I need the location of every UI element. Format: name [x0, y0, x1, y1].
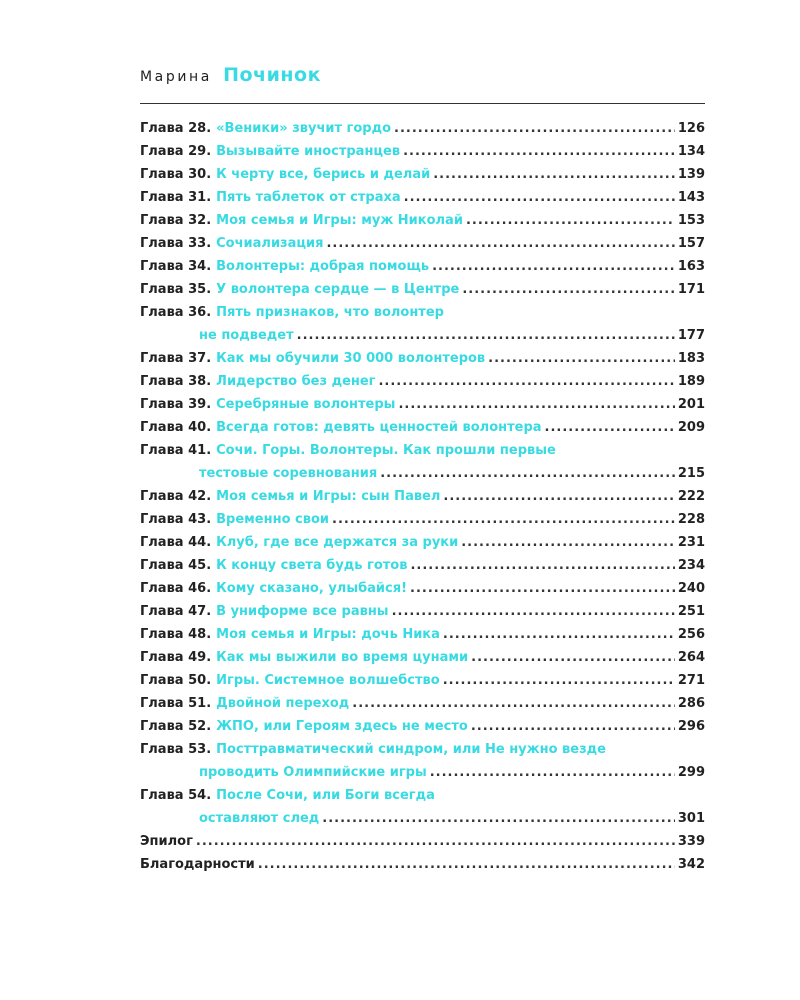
- page-number: 201: [677, 397, 705, 412]
- chapter-label: Глава 48.: [140, 627, 212, 642]
- toc-entry: [140, 439, 705, 485]
- dot-leader: [322, 807, 675, 830]
- chapter-label: Глава 35.: [140, 282, 212, 297]
- chapter-title: Кому сказано, улыбайся!: [216, 581, 408, 596]
- chapter-label: Глава 39.: [140, 397, 212, 412]
- chapter-title: К концу света будь готов: [216, 558, 408, 573]
- toc-entry: [140, 370, 705, 393]
- chapter-title: К черту все, берись и делай: [216, 167, 431, 182]
- page-number: 163: [677, 259, 705, 274]
- page-number: 171: [677, 282, 705, 297]
- header-divider: [140, 103, 705, 104]
- toc-entry: [140, 117, 705, 140]
- chapter-title: Посттравматический синдром, или Не нужно везде: [216, 742, 606, 757]
- dot-leader: [461, 531, 675, 554]
- page-number: 134: [677, 144, 705, 159]
- chapter-label: Глава 43.: [140, 512, 212, 527]
- page-number: 231: [677, 535, 705, 550]
- chapter-label: Глава 29.: [140, 144, 212, 159]
- dot-leader: [297, 324, 675, 347]
- page-number: 177: [677, 328, 705, 343]
- toc-entry: [140, 853, 705, 876]
- chapter-title: оставляют след: [199, 811, 320, 826]
- chapter-label: Глава 49.: [140, 650, 212, 665]
- toc-row: [140, 163, 705, 186]
- dot-leader: [258, 853, 675, 876]
- chapter-label: Глава 40.: [140, 420, 212, 435]
- dot-leader: [466, 209, 675, 232]
- toc-row: [140, 347, 705, 370]
- page-number: 209: [677, 420, 705, 435]
- chapter-title: Временно свои: [216, 512, 330, 527]
- toc-entry: [140, 278, 705, 301]
- chapter-title: Сочи. Горы. Волонтеры. Как прошли первые: [216, 443, 556, 458]
- toc-entry: [140, 209, 705, 232]
- chapter-label: Глава 42.: [140, 489, 212, 504]
- page-number: 296: [677, 719, 705, 734]
- page-number: 299: [677, 765, 705, 780]
- chapter-title: Лидерство без денег: [216, 374, 376, 389]
- dot-leader: [410, 577, 675, 600]
- entry-label: Эпилог: [140, 834, 193, 849]
- toc-row: [140, 278, 705, 301]
- toc-row: [140, 807, 705, 830]
- author-first-name: Марина: [140, 69, 212, 85]
- page-number: 234: [677, 558, 705, 573]
- toc-row: [140, 485, 705, 508]
- chapter-label: Глава 46.: [140, 581, 212, 596]
- page-number: 222: [677, 489, 705, 504]
- toc-row: [140, 577, 705, 600]
- page-number: 157: [677, 236, 705, 251]
- dot-leader: [433, 163, 675, 186]
- dot-leader: [398, 393, 674, 416]
- dot-leader: [332, 508, 675, 531]
- dot-leader: [392, 600, 675, 623]
- toc-entry: [140, 186, 705, 209]
- dot-leader: [471, 646, 675, 669]
- chapter-title: Клуб, где все держатся за руки: [216, 535, 459, 550]
- dot-leader: [326, 232, 674, 255]
- toc-row: [140, 531, 705, 554]
- table-of-contents: [140, 117, 705, 876]
- page-number: 215: [677, 466, 705, 481]
- dot-leader: [380, 462, 675, 485]
- toc-row: [140, 830, 705, 853]
- chapter-title: Игры. Системное волшебство: [216, 673, 440, 688]
- chapter-title: Всегда готов: девять ценностей волонтера: [216, 420, 542, 435]
- chapter-title: не подведет: [199, 328, 294, 343]
- dot-leader: [352, 692, 675, 715]
- page-number: 339: [677, 834, 705, 849]
- chapter-label: Глава 44.: [140, 535, 212, 550]
- toc-entry: [140, 301, 705, 347]
- entry-label: Благодарности: [140, 857, 255, 872]
- toc-entry: [140, 600, 705, 623]
- chapter-title: Волонтеры: добрая помощь: [216, 259, 430, 274]
- toc-row: [140, 508, 705, 531]
- chapter-title: Серебряные волонтеры: [216, 397, 396, 412]
- toc-row: [140, 209, 705, 232]
- chapter-label: Глава 32.: [140, 213, 212, 228]
- page-number: 342: [677, 857, 705, 872]
- dot-leader: [443, 669, 675, 692]
- dot-leader: [462, 278, 675, 301]
- toc-entry: [140, 508, 705, 531]
- chapter-label: Глава 47.: [140, 604, 212, 619]
- chapter-title: тестовые соревнования: [199, 466, 378, 481]
- toc-entry: [140, 255, 705, 278]
- toc-row: [140, 232, 705, 255]
- toc-row: [140, 784, 705, 807]
- toc-entry: [140, 738, 705, 784]
- page-number: 189: [677, 374, 705, 389]
- toc-row: [140, 117, 705, 140]
- chapter-title: В униформе все равны: [216, 604, 389, 619]
- toc-entry: [140, 416, 705, 439]
- dot-leader: [403, 140, 675, 163]
- toc-entry: [140, 140, 705, 163]
- chapter-label: Глава 41.: [140, 443, 212, 458]
- toc-row: [140, 370, 705, 393]
- chapter-title: «Веники» звучит гордо: [216, 121, 392, 136]
- chapter-title: Как мы обучили 30 000 волонтеров: [216, 351, 486, 366]
- toc-row: [140, 186, 705, 209]
- chapter-label: Глава 31.: [140, 190, 212, 205]
- toc-row: [140, 646, 705, 669]
- page-number: 264: [677, 650, 705, 665]
- chapter-label: Глава 50.: [140, 673, 212, 688]
- toc-entry: [140, 347, 705, 370]
- toc-entry: [140, 163, 705, 186]
- toc-row: [140, 439, 705, 462]
- toc-entry: [140, 393, 705, 416]
- toc-row: [140, 715, 705, 738]
- toc-entry: [140, 669, 705, 692]
- toc-row: [140, 255, 705, 278]
- page-number: 286: [677, 696, 705, 711]
- page-number: 153: [677, 213, 705, 228]
- dot-leader: [410, 554, 674, 577]
- toc-entry: [140, 232, 705, 255]
- toc-row: [140, 462, 705, 485]
- dot-leader: [394, 117, 675, 140]
- chapter-label: Глава 53.: [140, 742, 212, 757]
- toc-entry: [140, 485, 705, 508]
- page-number: 228: [677, 512, 705, 527]
- author-last-name: Починок: [223, 64, 321, 86]
- dot-leader: [432, 255, 675, 278]
- page-number: 251: [677, 604, 705, 619]
- toc-row: [140, 554, 705, 577]
- page-number: 139: [677, 167, 705, 182]
- chapter-title: ЖПО, или Героям здесь не место: [216, 719, 468, 734]
- toc-entry: [140, 784, 705, 830]
- chapter-title: Двойной переход: [216, 696, 350, 711]
- toc-row: [140, 393, 705, 416]
- toc-row: [140, 853, 705, 876]
- running-header: [140, 64, 321, 86]
- toc-row: [140, 600, 705, 623]
- dot-leader: [443, 485, 674, 508]
- chapter-title: У волонтера сердце — в Центре: [216, 282, 460, 297]
- toc-row: [140, 692, 705, 715]
- chapter-label: Глава 51.: [140, 696, 212, 711]
- dot-leader: [488, 347, 675, 370]
- chapter-title: Моя семья и Игры: муж Николай: [216, 213, 463, 228]
- toc-row: [140, 324, 705, 347]
- chapter-label: Глава 37.: [140, 351, 212, 366]
- dot-leader: [443, 623, 675, 646]
- chapter-label: Глава 33.: [140, 236, 212, 251]
- toc-row: [140, 416, 705, 439]
- chapter-label: Глава 30.: [140, 167, 212, 182]
- chapter-title: Моя семья и Игры: дочь Ника: [216, 627, 440, 642]
- chapter-label: Глава 38.: [140, 374, 212, 389]
- page-number: 301: [677, 811, 705, 826]
- toc-entry: [140, 554, 705, 577]
- toc-entry: [140, 715, 705, 738]
- toc-row: [140, 140, 705, 163]
- chapter-title: Сочиализация: [216, 236, 324, 251]
- toc-entry: [140, 830, 705, 853]
- page-number: 256: [677, 627, 705, 642]
- chapter-label: Глава 52.: [140, 719, 212, 734]
- dot-leader: [196, 830, 675, 853]
- chapter-title: проводить Олимпийские игры: [199, 765, 427, 780]
- chapter-title: После Сочи, или Боги всегда: [216, 788, 435, 803]
- page-number: 143: [677, 190, 705, 205]
- chapter-label: Глава 36.: [140, 305, 212, 320]
- toc-entry: [140, 692, 705, 715]
- toc-entry: [140, 577, 705, 600]
- toc-row: [140, 623, 705, 646]
- chapter-title: Вызывайте иностранцев: [216, 144, 401, 159]
- page-number: 271: [677, 673, 705, 688]
- page-number: 183: [677, 351, 705, 366]
- chapter-title: Как мы выжили во время цунами: [216, 650, 469, 665]
- chapter-label: Глава 34.: [140, 259, 212, 274]
- chapter-label: Глава 28.: [140, 121, 212, 136]
- toc-row: [140, 761, 705, 784]
- dot-leader: [404, 186, 675, 209]
- chapter-title: Пять таблеток от страха: [216, 190, 401, 205]
- toc-entry: [140, 623, 705, 646]
- chapter-label: Глава 54.: [140, 788, 212, 803]
- dot-leader: [378, 370, 674, 393]
- chapter-label: Глава 45.: [140, 558, 212, 573]
- page-number: 240: [677, 581, 705, 596]
- dot-leader: [545, 416, 675, 439]
- page-number: 126: [677, 121, 705, 136]
- chapter-title: Пять признаков, что волонтер: [216, 305, 444, 320]
- dot-leader: [430, 761, 675, 784]
- dot-leader: [471, 715, 675, 738]
- toc-row: [140, 301, 705, 324]
- chapter-title: Моя семья и Игры: сын Павел: [216, 489, 441, 504]
- toc-entry: [140, 646, 705, 669]
- toc-row: [140, 669, 705, 692]
- toc-entry: [140, 531, 705, 554]
- toc-row: [140, 738, 705, 761]
